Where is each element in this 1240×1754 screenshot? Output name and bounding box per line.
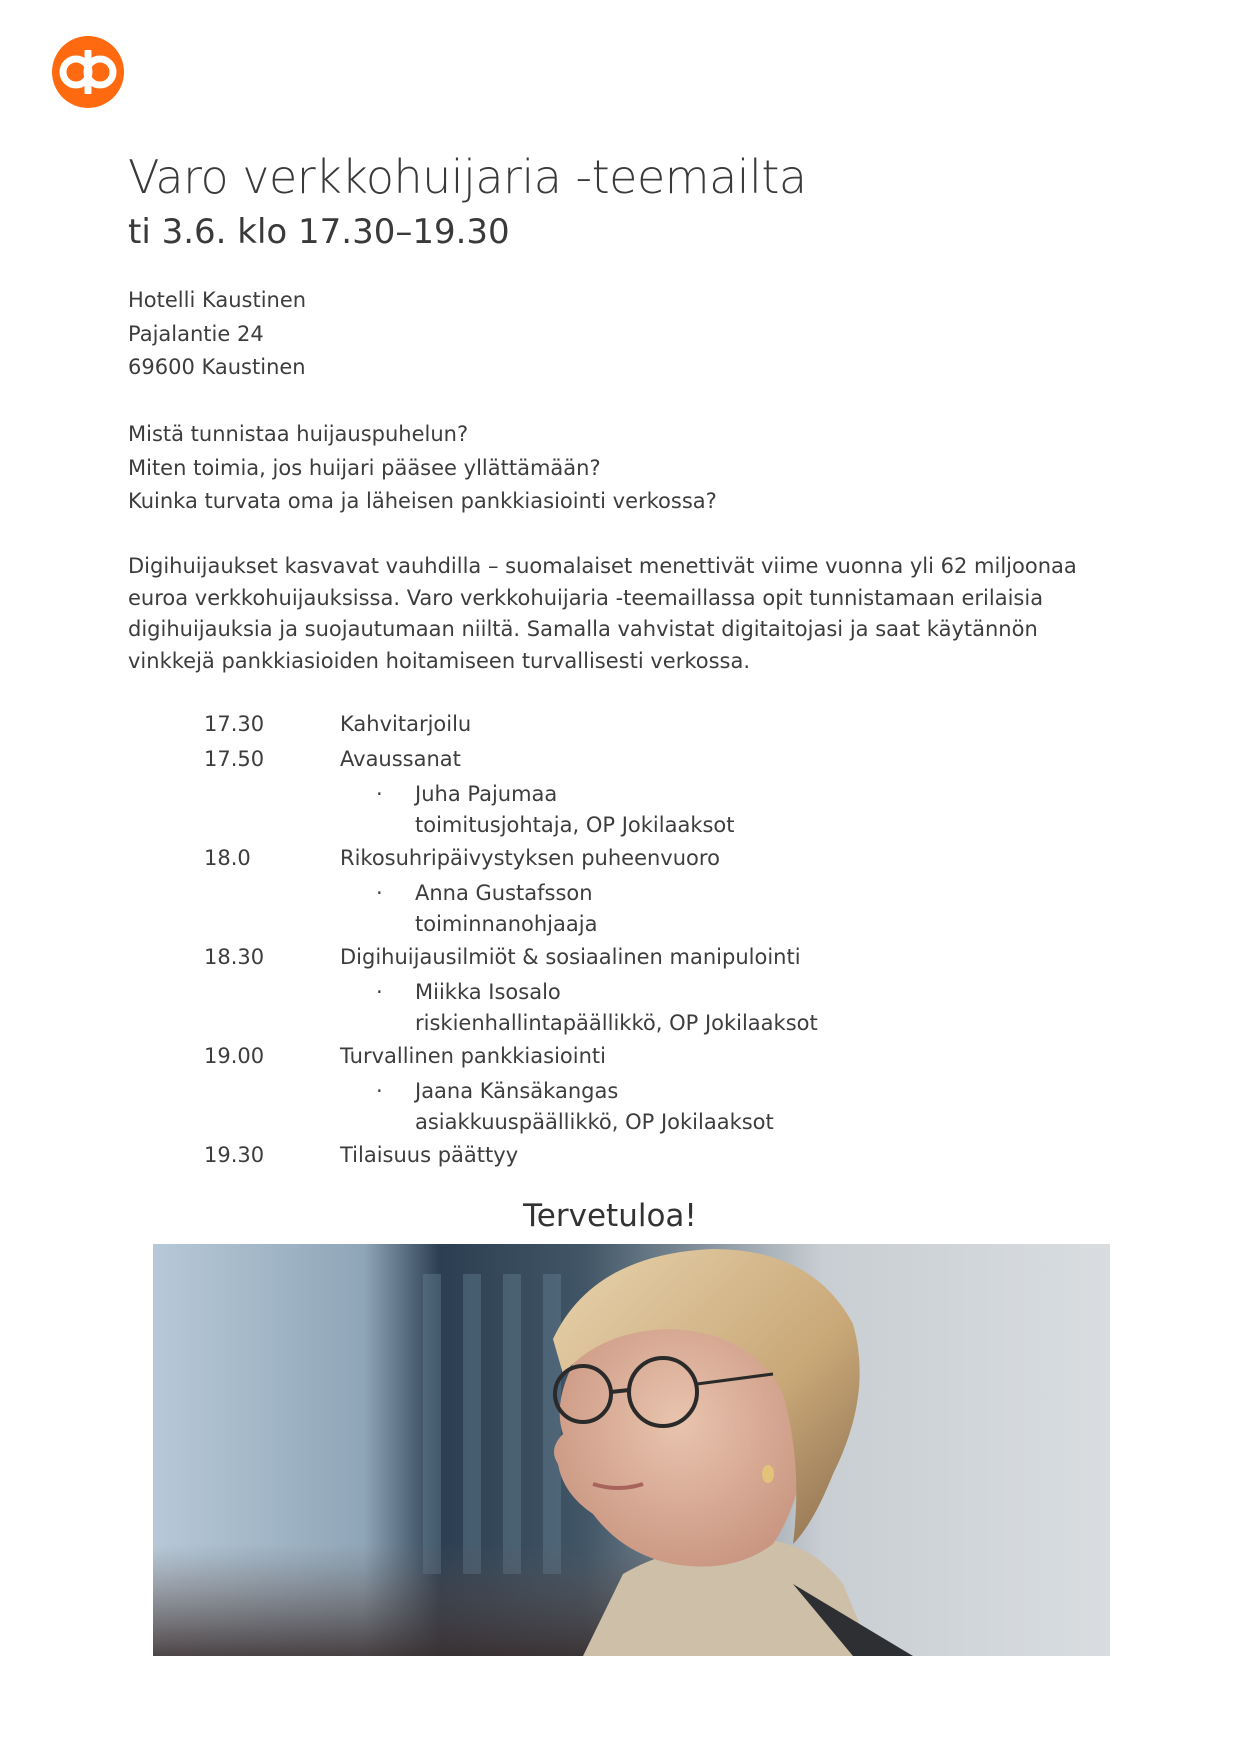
address-line: 69600 Kaustinen bbox=[128, 355, 306, 379]
speaker-role: toimitusjohtaja, OP Jokilaaksot bbox=[415, 813, 735, 837]
speaker-name: Miikka Isosalo bbox=[415, 980, 561, 1004]
question: Mistä tunnistaa huijauspuhelun? bbox=[128, 422, 469, 446]
speaker-name: Jaana Känsäkangas bbox=[415, 1079, 619, 1103]
program-title: Tilaisuus päättyy bbox=[340, 1143, 519, 1167]
event-datetime: ti 3.6. klo 17.30–19.30 bbox=[128, 212, 510, 252]
questions bbox=[128, 418, 717, 519]
bullet-icon: · bbox=[376, 1079, 383, 1103]
speaker-name: Juha Pajumaa bbox=[415, 782, 558, 806]
intro-paragraph bbox=[128, 551, 1088, 677]
hero-photo bbox=[153, 1244, 1110, 1656]
page-title: Varo verkkohuijaria -teemailta bbox=[128, 150, 807, 204]
venue-address bbox=[128, 284, 306, 385]
speaker-role: riskienhallintapäällikkö, OP Jokilaaksot bbox=[415, 1011, 818, 1035]
program-title: Digihuijausilmiöt & sosiaalinen manipulointi bbox=[340, 945, 801, 969]
program-title: Avaussanat bbox=[340, 747, 461, 771]
bullet-icon: · bbox=[376, 980, 383, 1004]
program-title: Turvallinen pankkiasiointi bbox=[340, 1044, 606, 1068]
program-time: 18.30 bbox=[204, 945, 265, 969]
program-time: 17.30 bbox=[204, 712, 265, 736]
welcome-text: Tervetuloa! bbox=[523, 1198, 697, 1234]
op-logo bbox=[52, 36, 124, 108]
intro-text: Digihuijaukset kasvavat vauhdilla – suomalaiset menettivät viime vuonna yli 62 miljoonaa euroa verkkohuijauksissa. Varo verkkohuijaria -teemaillassa opit tunnistamaan erilaisia digihuijauksia ja suojautumaan niiltä. Samalla vahvistat digitaitojasi ja saat käytännön vinkkejä pankkiasioiden hoitamiseen turvallisesti verkossa. bbox=[128, 554, 1077, 673]
program-time: 17.50 bbox=[204, 747, 265, 771]
address-line: Pajalantie 24 bbox=[128, 321, 264, 346]
speaker-role: toiminnanohjaaja bbox=[415, 912, 598, 936]
program-time: 18.0 bbox=[204, 846, 251, 870]
program-time: 19.30 bbox=[204, 1143, 265, 1167]
address-line: Hotelli Kaustinen bbox=[128, 288, 307, 312]
program-title: Rikosuhripäivystyksen puheenvuoro bbox=[340, 846, 720, 870]
speaker-name: Anna Gustafsson bbox=[415, 881, 593, 905]
program-title: Kahvitarjoilu bbox=[340, 712, 472, 736]
bullet-icon: · bbox=[376, 782, 383, 806]
question: Kuinka turvata oma ja läheisen pankkiasiointi verkossa? bbox=[128, 489, 717, 513]
bullet-icon: · bbox=[376, 881, 383, 905]
speaker-role: asiakkuuspäällikkö, OP Jokilaaksot bbox=[415, 1110, 774, 1134]
question: Miten toimia, jos huijari pääsee yllättämään? bbox=[128, 455, 601, 480]
program-time: 19.00 bbox=[204, 1044, 265, 1068]
